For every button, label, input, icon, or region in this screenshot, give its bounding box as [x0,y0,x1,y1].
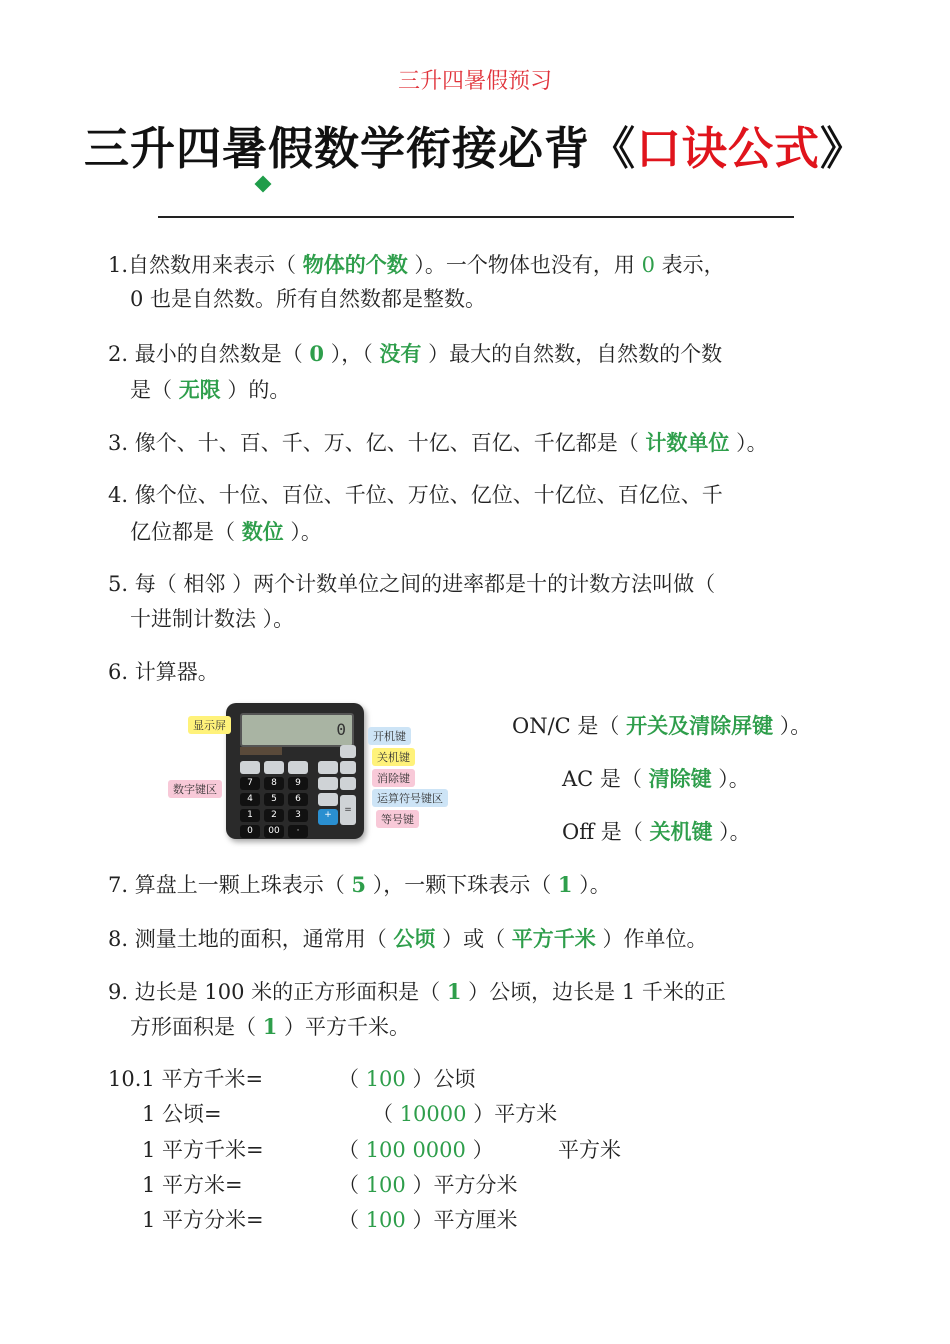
item-text: ）。 [711,767,750,791]
item-9-line-1 [108,981,726,1003]
calc-key [318,793,338,806]
item-3-line-1 [108,432,768,454]
item-text: ），一颗下珠表示（ [366,873,558,897]
item-9-line-2 [130,1016,410,1038]
item-1-line-2 [130,289,486,310]
answer: 1 [262,1014,278,1039]
item-7-line-1 [108,874,611,896]
item-number: 7. [108,873,129,897]
calculator-display [240,713,354,747]
answer: 1 [446,979,462,1004]
item-text: ）平方千米。 [277,1015,410,1039]
calc-key [240,761,260,774]
clear-key-label: 消除键 [372,769,415,787]
item-text: ON/C 是（ [512,714,627,738]
close-paren: ） [412,1208,434,1232]
open-paren: （ [338,1208,359,1232]
item-4-line-2 [130,521,322,543]
item-text: 边长是 100 米的正方形面积是（ [134,980,447,1004]
item-text: ）公顷，边长是 1 千米的正 [461,980,726,1004]
conversion-answer [372,1104,557,1125]
item-number: 2. [108,342,129,366]
calc-row-on [512,715,811,737]
item-number: 4. [108,483,129,507]
calc-key: · [288,825,308,838]
display-digit: 0 [336,720,346,739]
title-close-bracket: 》 [820,122,867,175]
item-text: ）。 [729,431,768,455]
conversion-answer [338,1140,494,1161]
calc-key [318,761,338,774]
calc-key [340,777,356,790]
calc-key: 00 [264,825,284,838]
conversion-left: 1 平方千米= [142,1138,264,1162]
item-text: 自然数用来表示（ [128,253,303,277]
close-paren: ） [473,1102,495,1126]
answer: 物体的个数 [302,252,408,277]
answer: 开关及清除屏键 [626,713,774,738]
answer: 5 [351,872,367,897]
unit: 公顷 [433,1067,476,1091]
display-label: 显示屏 [188,716,231,734]
calc-key: 6 [288,793,308,806]
calc-key: 2 [264,809,284,822]
item-5-line-1 [108,574,715,595]
page-subtitle: 三升四暑假预习 [397,69,552,94]
item-text: 十进制计数法 ）。 [130,607,295,631]
conversion-left: 1 平方米= [142,1173,243,1197]
conversion-left: 1 公顷= [142,1102,222,1126]
item-text: 方形面积是（ [130,1015,263,1039]
conversion-row [142,1104,222,1125]
item-text: ）。 [283,520,322,544]
close-paren: ） [412,1173,434,1197]
item-number: 9. [108,980,129,1004]
item-text: 表示， [654,253,725,277]
title-highlight: 口诀公式 [636,122,821,175]
calc-key: 5 [264,793,284,806]
calc-row-off [562,821,751,843]
solar-panel [240,747,282,755]
item-text: 0 也是自然数。所有自然数都是整数。 [130,287,487,311]
item-text: AC 是（ [562,767,649,791]
item-text: Off 是（ [562,820,650,844]
answer: 没有 [379,341,422,366]
item-number: 1. [108,253,129,277]
item-text: 每（ 相邻 ）两个计数单位之间的进率都是十的计数方法叫做（ [134,572,716,596]
calculator-body [226,703,364,839]
item-text: ）。 [773,714,812,738]
item-number: 10. [108,1067,142,1091]
calc-key: 9 [288,777,308,790]
item-text: ），（ [324,342,380,366]
item-number: 8. [108,927,129,951]
calc-key: = [340,795,356,825]
answer: 清除键 [648,766,712,791]
item-2-line-2 [130,379,290,401]
calc-key [340,761,356,774]
item-text: ）。 [712,820,751,844]
conversion-unit [558,1140,621,1161]
conversion-left: 1 平方千米= [141,1067,264,1091]
digits-label: 数字键区 [168,780,222,798]
item-text: 像个位、十位、百位、千位、万位、亿位、十亿位、百亿位、千 [134,483,723,507]
item-text: 测量土地的面积，通常用（ [134,927,394,951]
calc-key [318,777,338,790]
operator-keys-label: 运算符号键区 [372,789,448,807]
answer: 计数单位 [645,430,730,455]
conversion-row [142,1175,243,1196]
calc-row-ac [562,768,750,790]
item-text: 最小的自然数是（ [134,342,310,366]
item-number: 3. [108,431,129,455]
item-text: 计算器。 [134,660,219,684]
conversion-row [142,1210,264,1231]
conversion-answer [338,1175,517,1196]
title-main: 三升四暑假数学衔接必背 [83,122,590,175]
answer: 平方千米 [511,926,596,951]
answer: 数位 [241,519,284,544]
calculator-illustration [168,700,458,845]
close-paren: ） [472,1138,494,1162]
item-2-line-1 [108,343,722,365]
conversion-left: 1 平方分米= [142,1208,264,1232]
calc-key: 1 [240,809,260,822]
answer: 100 [365,1208,406,1232]
title-open-bracket: 《 [589,122,636,175]
answer: 公顷 [393,926,436,951]
answer: 100 [365,1067,406,1091]
calc-key: + [318,809,338,825]
calc-key: 0 [240,825,260,838]
answer: 10000 [399,1102,467,1126]
item-text: 像个、十、百、千、万、亿、十亿、百亿、千亿都是（ [134,431,646,455]
close-paren: ） [412,1067,434,1091]
item-text: 是（ [130,378,179,402]
on-key-label: 开机键 [368,727,411,745]
calc-key: 3 [288,809,308,822]
answer: 无限 [178,377,221,402]
open-paren: （ [338,1138,359,1162]
calc-key: 4 [240,793,260,806]
unit: 平方米 [558,1138,621,1162]
conversion-answer [338,1210,517,1231]
page-title [0,112,950,177]
equals-key-label: 等号键 [376,810,419,828]
diamond-icon [255,176,272,193]
unit: 平方分米 [433,1173,518,1197]
open-paren: （ [372,1102,393,1126]
open-paren: （ [338,1067,359,1091]
answer: 关机键 [649,819,713,844]
calc-key: 8 [264,777,284,790]
answer: 100 [365,1173,406,1197]
item-text: 亿位都是（ [130,520,242,544]
item-text: ）或（ [435,927,512,951]
open-paren: （ [338,1173,359,1197]
answer: 0 [641,253,655,277]
calc-key: 7 [240,777,260,790]
conversion-answer [338,1069,475,1090]
item-text: ）作单位。 [595,927,708,951]
answer: 100 0000 [365,1138,466,1162]
unit: 平方米 [494,1102,558,1126]
item-text: ）最大的自然数，自然数的个数 [421,342,723,366]
title-divider [158,216,794,218]
item-number: 6. [108,660,129,684]
item-number: 5. [108,572,129,596]
item-4-line-1 [108,485,723,506]
item-6-line-1 [108,662,219,683]
calc-key [340,745,356,758]
item-text: 算盘上一颗上珠表示（ [134,873,352,897]
item-1-line-1 [108,254,725,276]
item-8-line-1 [108,928,707,950]
unit: 平方厘米 [433,1208,518,1232]
answer: 1 [557,872,573,897]
conversion-row [108,1069,263,1090]
calc-key [288,761,308,774]
off-key-label: 关机键 [372,748,415,766]
item-text: ）。 [572,873,611,897]
calc-key [264,761,284,774]
conversion-row [142,1140,264,1161]
answer: 0 [309,341,325,366]
item-5-line-2 [130,609,294,630]
item-text: ）的。 [220,378,291,402]
item-text: ）。一个物体也没有，用 [407,253,642,277]
